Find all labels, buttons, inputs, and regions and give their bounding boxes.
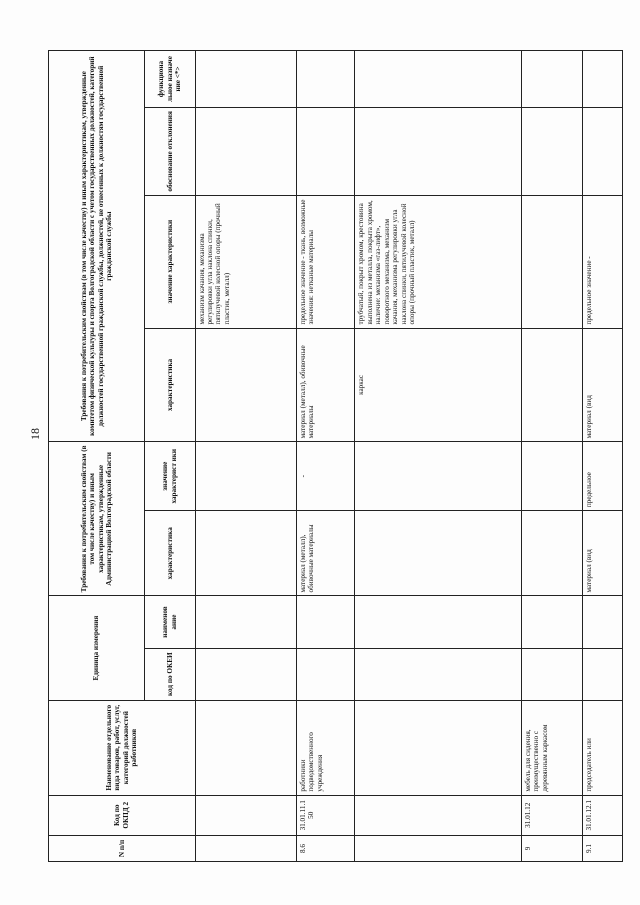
header-name: Наименование отдельного вида товаров, работ, услуг, категорий должностей работников: [49, 700, 196, 795]
cell-unit-name: [195, 596, 296, 648]
cell-num: 9: [521, 835, 582, 861]
cell-comm-func: [355, 51, 522, 108]
header-row-1: [49, 51, 145, 862]
cell-comm-val: трубчатый, покрыт хромом, крестовина выполнена из металла, покрыта хромом, наличие: механизма «газ-лифт», поворотного механизма, механизм качания, механизма регулировки угла наклона спинки, пятилучевой колесной опоры (прочный пластик, металл): [355, 195, 522, 328]
header-unit-code: код по ОКЕИ: [145, 648, 196, 700]
cell-comm-val: [521, 195, 582, 328]
cell-num: 8.6: [296, 835, 355, 861]
cell-unit-code: [296, 648, 355, 700]
table-row: [195, 51, 296, 862]
cell-admin-char: материал (металл), обивочные материалы: [296, 511, 355, 596]
table-row: [582, 51, 622, 862]
cell-comm-reason: [195, 108, 296, 196]
table-row: [296, 51, 355, 862]
header-unit-name: наименов ание: [145, 596, 196, 648]
cell-admin-char: [195, 511, 296, 596]
cell-unit-name: [582, 596, 622, 648]
header-okpd: Код по ОКПД 2: [49, 795, 196, 835]
cell-okpd: [195, 795, 296, 835]
header-comm-reason: обоснование отклонения: [145, 108, 196, 196]
cell-unit-code: [355, 648, 522, 700]
cell-unit-code: [521, 648, 582, 700]
cell-comm-char: [521, 328, 582, 442]
cell-name: председатель или: [582, 700, 622, 795]
cell-unit-name: [355, 596, 522, 648]
cell-comm-func: [296, 51, 355, 108]
cell-comm-reason: [521, 108, 582, 196]
cell-okpd: 31.01.12: [521, 795, 582, 835]
cell-okpd: 31.01.11.150: [296, 795, 355, 835]
cell-comm-val: предельное значение -: [582, 195, 622, 328]
cell-comm-reason: [296, 108, 355, 196]
header-admin-char: характеристика: [145, 511, 196, 596]
header-admin-val: значение характерист ики: [145, 442, 196, 511]
table-row: [521, 51, 582, 862]
header-comm-char: характеристика: [145, 328, 196, 442]
header-num: N п/п: [49, 835, 196, 861]
cell-comm-reason: [355, 108, 522, 196]
cell-num: [355, 835, 522, 861]
cell-okpd: [355, 795, 522, 835]
cell-num: 9.1: [582, 835, 622, 861]
header-comm-func: функциона льное назначе ние <*>: [145, 51, 196, 108]
header-comm-val: значение характеристики: [145, 195, 196, 328]
cell-name: мебель для сидения, преимущественно с деревянным каркасом: [521, 700, 582, 795]
cell-comm-char: материал (металл), обивочные материалы: [296, 328, 355, 442]
cell-comm-func: [521, 51, 582, 108]
cell-comm-reason: [582, 108, 622, 196]
cell-admin-char: [355, 511, 522, 596]
cell-comm-val: механизм качания, механизма регулировки угла наклона спинки, пятилучевой колесной опоры (прочный пластик, металл): [195, 195, 296, 328]
cell-admin-char: [521, 511, 582, 596]
cell-unit-name: [521, 596, 582, 648]
header-unit: Единица измерения: [49, 596, 145, 700]
table-row: [355, 51, 522, 862]
cell-name: [355, 700, 522, 795]
cell-unit-code: [195, 648, 296, 700]
rotated-table-container: [48, 50, 623, 862]
cell-comm-char: [195, 328, 296, 442]
cell-comm-char: материал (вид: [582, 328, 622, 442]
cell-admin-val: [521, 442, 582, 511]
header-req-admin: Требования к потребительским свойствам (в том числе качеству) и иным характеристикам, утвержденные Администрацией Волгоградской области: [49, 442, 145, 596]
requirements-table: [48, 50, 623, 862]
cell-comm-func: [582, 51, 622, 108]
cell-unit-name: [296, 596, 355, 648]
cell-name: [195, 700, 296, 795]
cell-okpd: 31.01.12.1: [582, 795, 622, 835]
cell-admin-val: предельное: [582, 442, 622, 511]
cell-num: [195, 835, 296, 861]
cell-comm-char: каркас: [355, 328, 522, 442]
header-req-committee: Требования к потребительским свойствам (в том числе качеству) и иным характеристикам, утвержденные комитетом физической культуры и спорта Волгоградской области с учетом государственных должностей, категорий должностей государственной гражданской службы, должностей, не отнесенных к должностям государственной гражданской службы: [49, 51, 145, 442]
cell-unit-code: [582, 648, 622, 700]
cell-comm-val: предельное значение - ткань, возможные значения: нетканые материалы: [296, 195, 355, 328]
page-number: 18: [28, 428, 42, 440]
cell-name: работники подведомственного учреждения: [296, 700, 355, 795]
cell-admin-val: -: [296, 442, 355, 511]
cell-comm-func: [195, 51, 296, 108]
cell-admin-char: материал (вид: [582, 511, 622, 596]
cell-admin-val: [195, 442, 296, 511]
cell-admin-val: [355, 442, 522, 511]
